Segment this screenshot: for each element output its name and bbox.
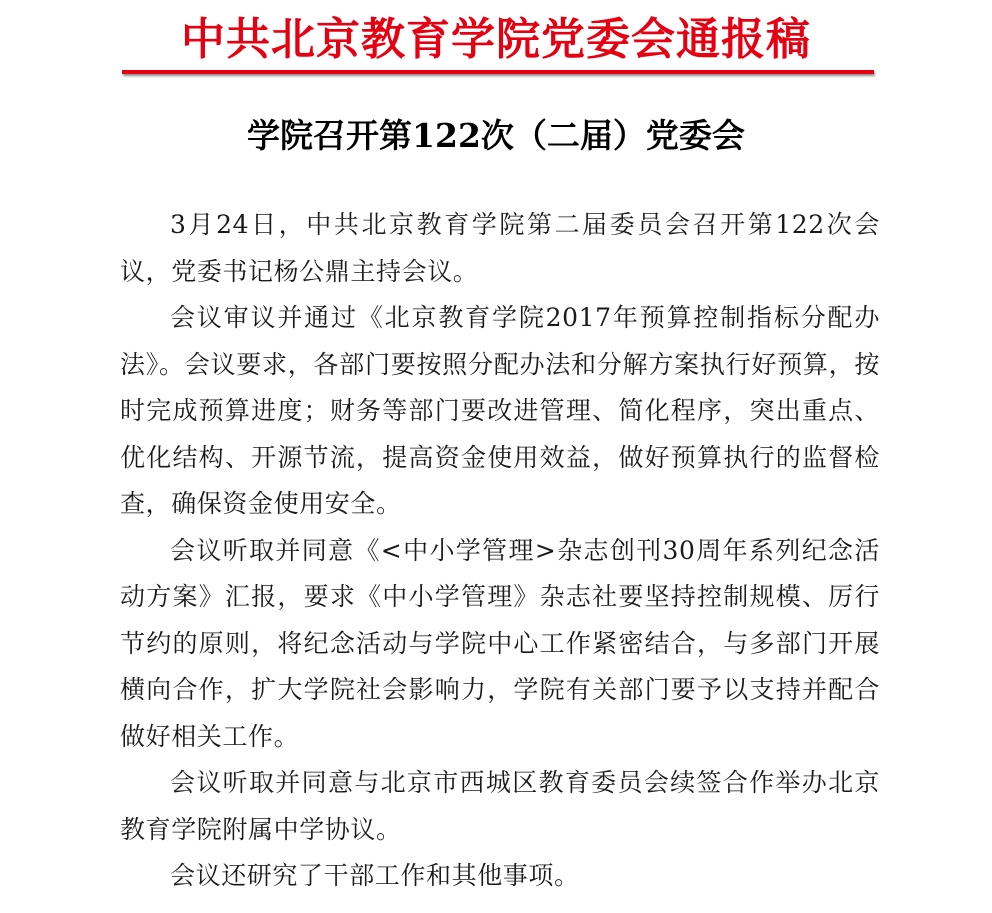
paragraph: 会议审议并通过《北京教育学院2017年预算控制指标分配办法》。会议要求，各部门要按照分配办法和分解方案执行好预算，按时完成预算进度；财务等部门要改进管理、简化程序，突出重点、优化结构、开源节流，提高资金使用效益，做好预算执行的监督检查，确保资金使用安全。 [120, 303, 880, 518]
masthead-divider [122, 70, 874, 74]
document-body [120, 202, 880, 900]
paragraph: 会议还研究了干部工作和其他事项。 [170, 861, 580, 890]
paragraph: 会议听取并同意《<中小学管理>杂志创刊30周年系列纪念活动方案》汇报，要求《中小学管理》杂志社要坚持控制规模、厉行节约的原则，将纪念活动与学院中心工作紧密结合，与多部门开展横向合作，扩大学院社会影响力，学院有关部门要予以支持并配合做好相关工作。 [120, 535, 880, 751]
paragraph: 3月24日，中共北京教育学院第二届委员会召开第122次会议，党委书记杨公鼎主持会议。 [120, 210, 880, 286]
document-title: 学院召开第122次（二届）党委会 [247, 116, 745, 155]
masthead-title: 中共北京教育学院党委会通报稿 [181, 14, 811, 65]
paragraph: 会议听取并同意与北京市西城区教育委员会续签合作举办北京教育学院附属中学协议。 [120, 768, 880, 844]
